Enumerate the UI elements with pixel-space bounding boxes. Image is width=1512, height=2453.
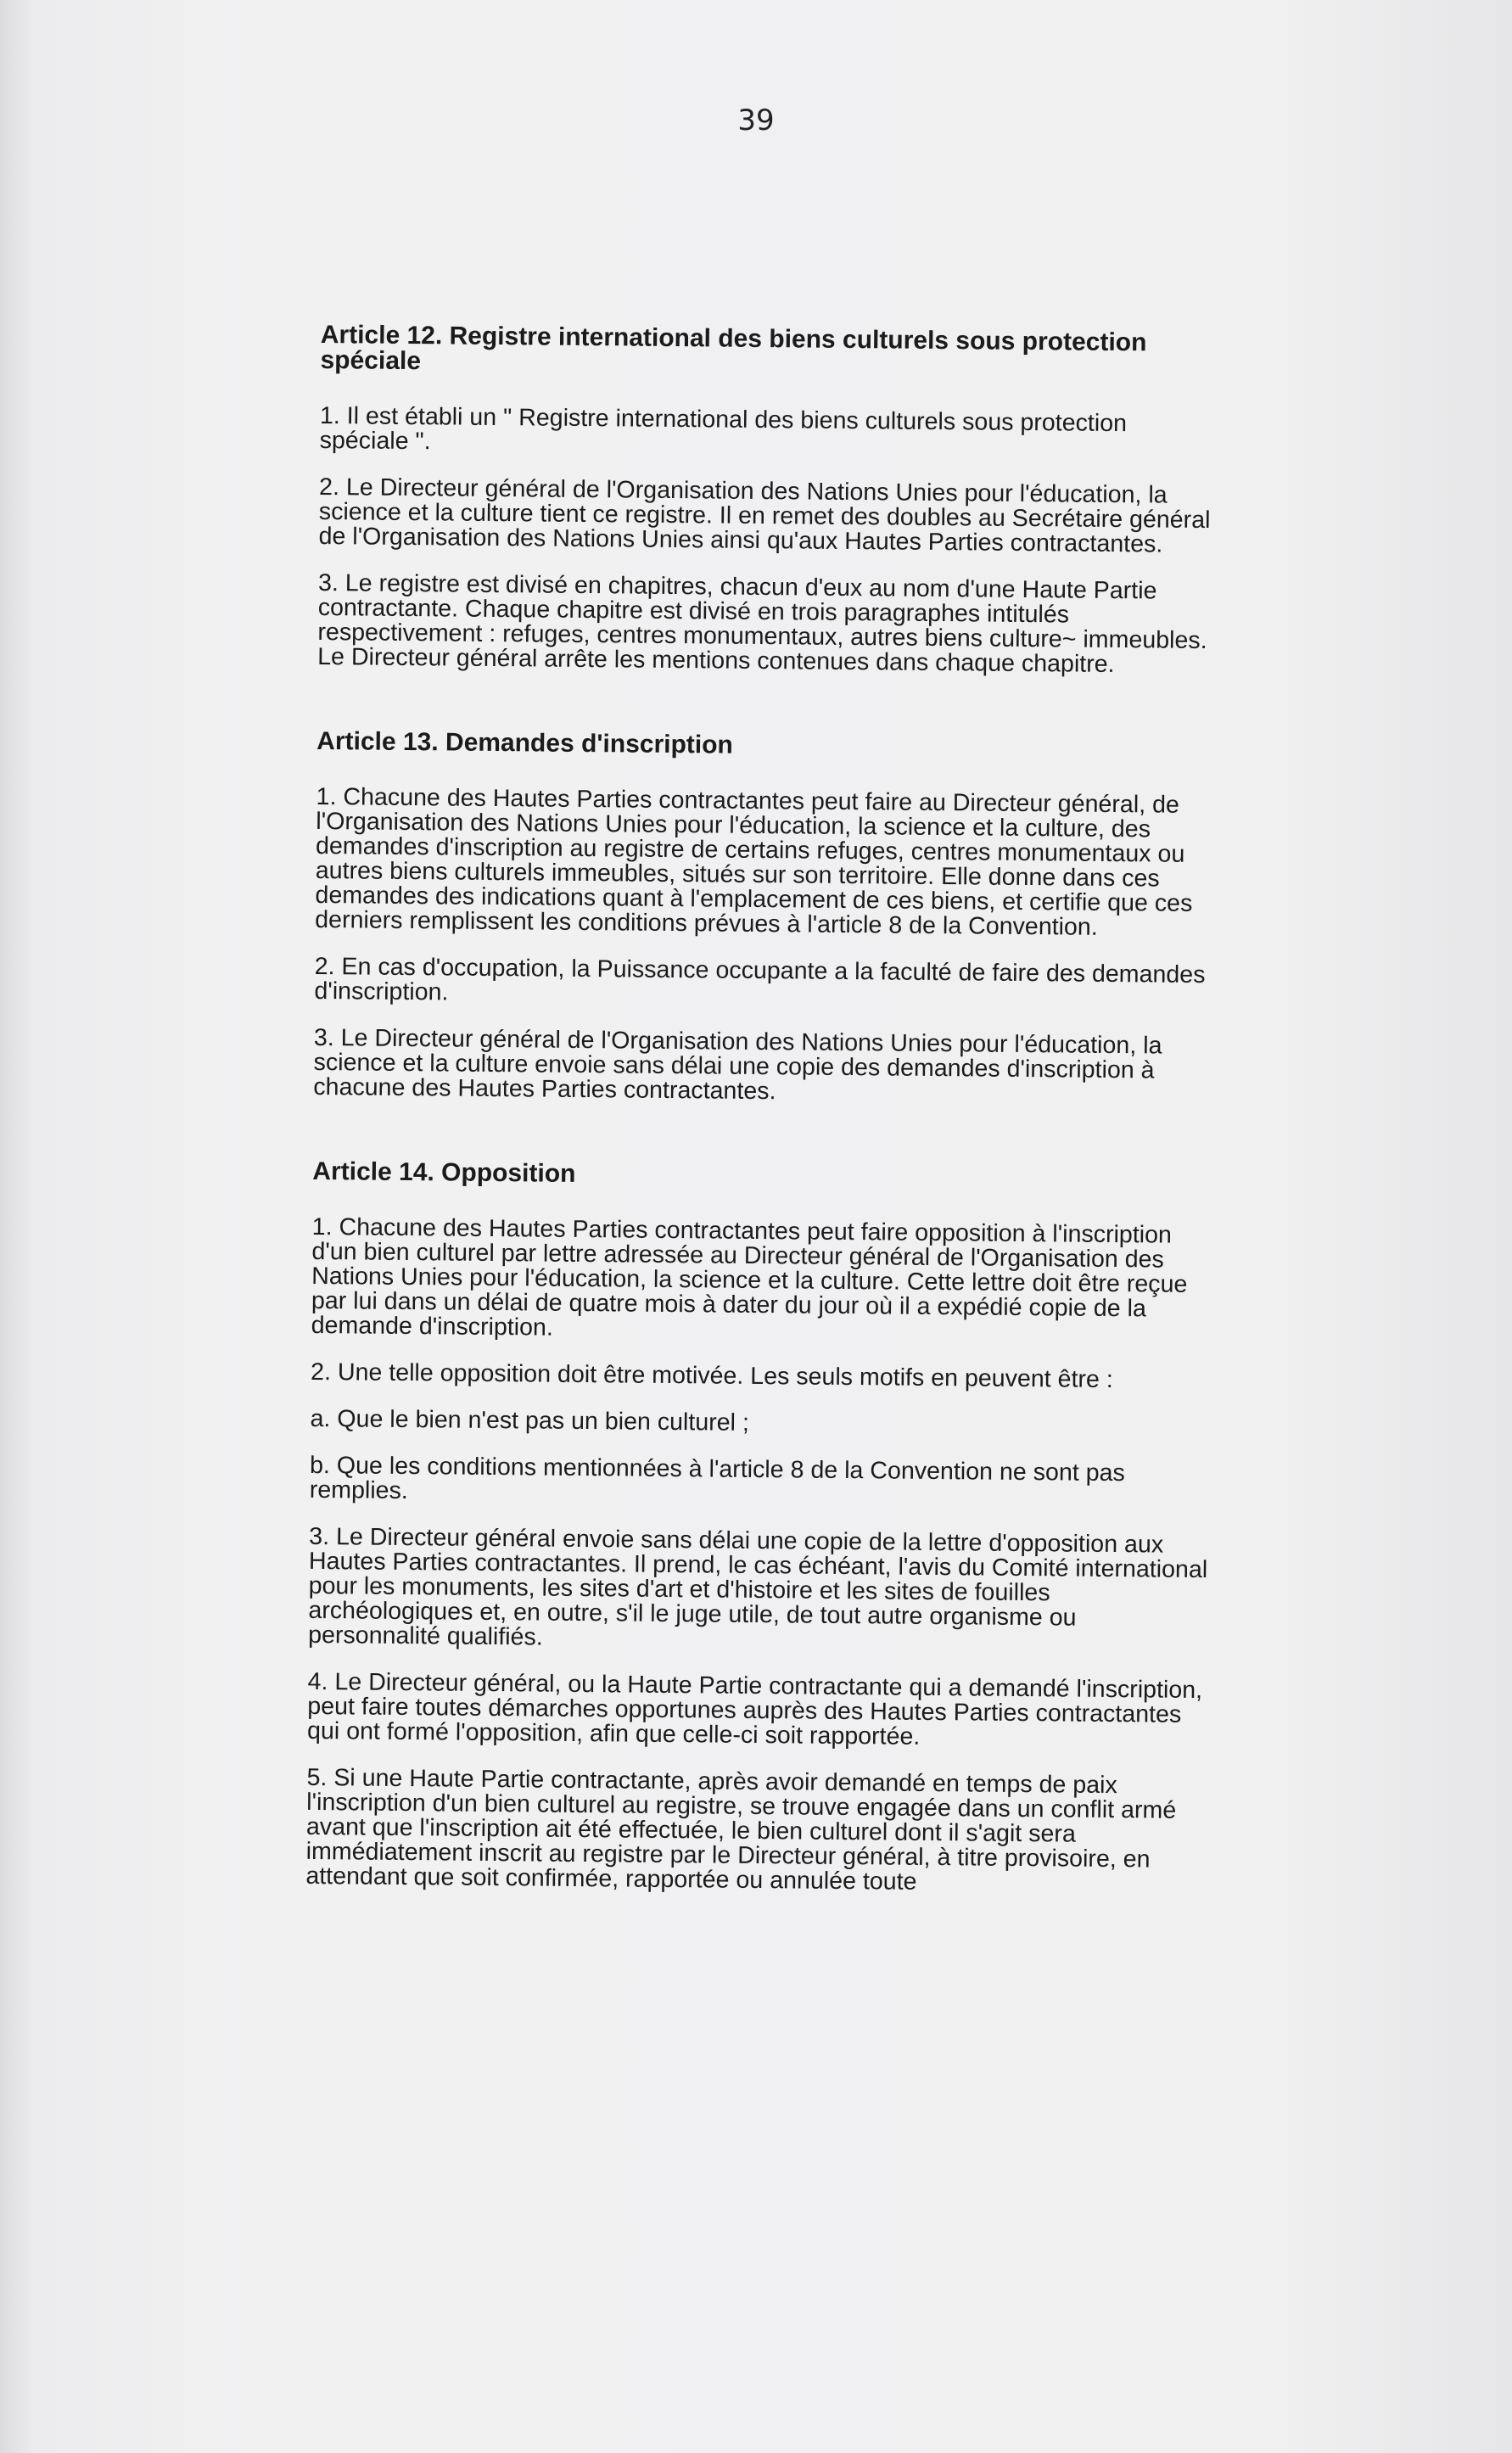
paragraph: 3. Le registre est divisé en chapitres, chacun d'eux au nom d'une Haute Partie contractante. Chaque chapitre est divisé en trois paragraphes intitulés respectivement : refuges, centres monumentaux, autres biens culture~ immeubles. Le Directeur général arrête les mentions contenues dans chaque chapitre.: [317, 568, 1207, 678]
paragraph: a. Que le bien n'est pas un bien culturel ;: [310, 1404, 750, 1437]
article-12: [317, 322, 1220, 678]
paragraph: 1. Chacune des Hautes Parties contractantes peut faire au Directeur général, de l'Organisation des Nations Unies pour l'éducation, la science et la culture, des demandes d'inscription au registre de certains refuges, centres monumentaux ou autres biens culturels immeubles, situés sur son territoire. Elle donne dans ces demandes des indications quant à l'emplacement de ces biens, et certifie que ces derniers remplissent les conditions prévues à l'article 8 de la Convention.: [315, 782, 1193, 941]
paragraph: 3. Le Directeur général de l'Organisation des Nations Unies pour l'éducation, la science et la culture envoie sans délai une copie des demandes d'inscription à chacune des Hautes Parties contractantes.: [313, 1023, 1162, 1106]
paragraph: 1. Chacune des Hautes Parties contractantes peut faire opposition à l'inscription d'un bien culturel par lettre adressée au Directeur général de l'Organisation des Nations Unies pour l'éducation, la science et la culture. Cette lettre doit être reçue par lui dans un délai de quatre mois à dater du jour où il a expédié copie de la demande d'inscription.: [311, 1212, 1188, 1341]
article-13: [313, 726, 1216, 1108]
article-heading: Article 14. Opposition: [312, 1156, 576, 1188]
paragraph: 3. Le Directeur général envoie sans délai une copie de la lettre d'opposition aux Hautes Parties contractantes. Il prend, le cas échéant, l'avis du Comité international pour les monuments, les sites d'art et d'histoire et les sites de fouilles archéologiques et, en outre, s'il le juge utile, de tout autre organisme ou personnalité qualifiés.: [307, 1522, 1208, 1651]
document-body: [305, 322, 1220, 1919]
paragraph: 5. Si une Haute Partie contractante, après avoir demandé en temps de paix l'inscription d'un bien culturel au registre, se trouve engagée dans un conflit armé avant que l'inscription ait été effectuée, le bien culturel dont il s'agit sera immédiatement inscrit au registre par le Directeur général, à titre provisoire, en attendant que soit confirmée, rapportée ou annulée toute: [305, 1763, 1177, 1896]
article-heading: Article 12. Registre international des biens culturels sous protection spéciale: [320, 321, 1147, 376]
paragraph: 1. Il est établi un " Registre international des biens culturels sous protection spéciale ".: [319, 401, 1128, 456]
page-number: 39: [737, 104, 775, 137]
paragraph: 4. Le Directeur général, ou la Haute Partie contractante qui a demandé l'inscription, peut faire toutes démarches opportunes auprès des Hautes Parties contractantes qui ont formé l'opposition, afin que celle-ci soit rapportée.: [306, 1667, 1203, 1750]
paragraph: b. Que les conditions mentionnées à l'article 8 de la Convention ne sont pas remplies.: [309, 1451, 1125, 1505]
paragraph: 2. En cas d'occupation, la Puissance occupante a la faculté de faire des demandes d'inscription.: [314, 952, 1206, 1006]
article-heading: Article 13. Demandes d'inscription: [316, 726, 734, 759]
paragraph: 2. Une telle opposition doit être motivée. Les seuls motifs en peuvent être :: [310, 1358, 1113, 1394]
paragraph: 2. Le Directeur général de l'Organisation des Nations Unies pour l'éducation, la science et la culture tient ce registre. Il en remet des doubles au Secrétaire général de l'Organisation des Nations Unies ainsi qu'aux Hautes Parties contractantes.: [318, 473, 1211, 558]
article-14: [305, 1156, 1212, 1897]
